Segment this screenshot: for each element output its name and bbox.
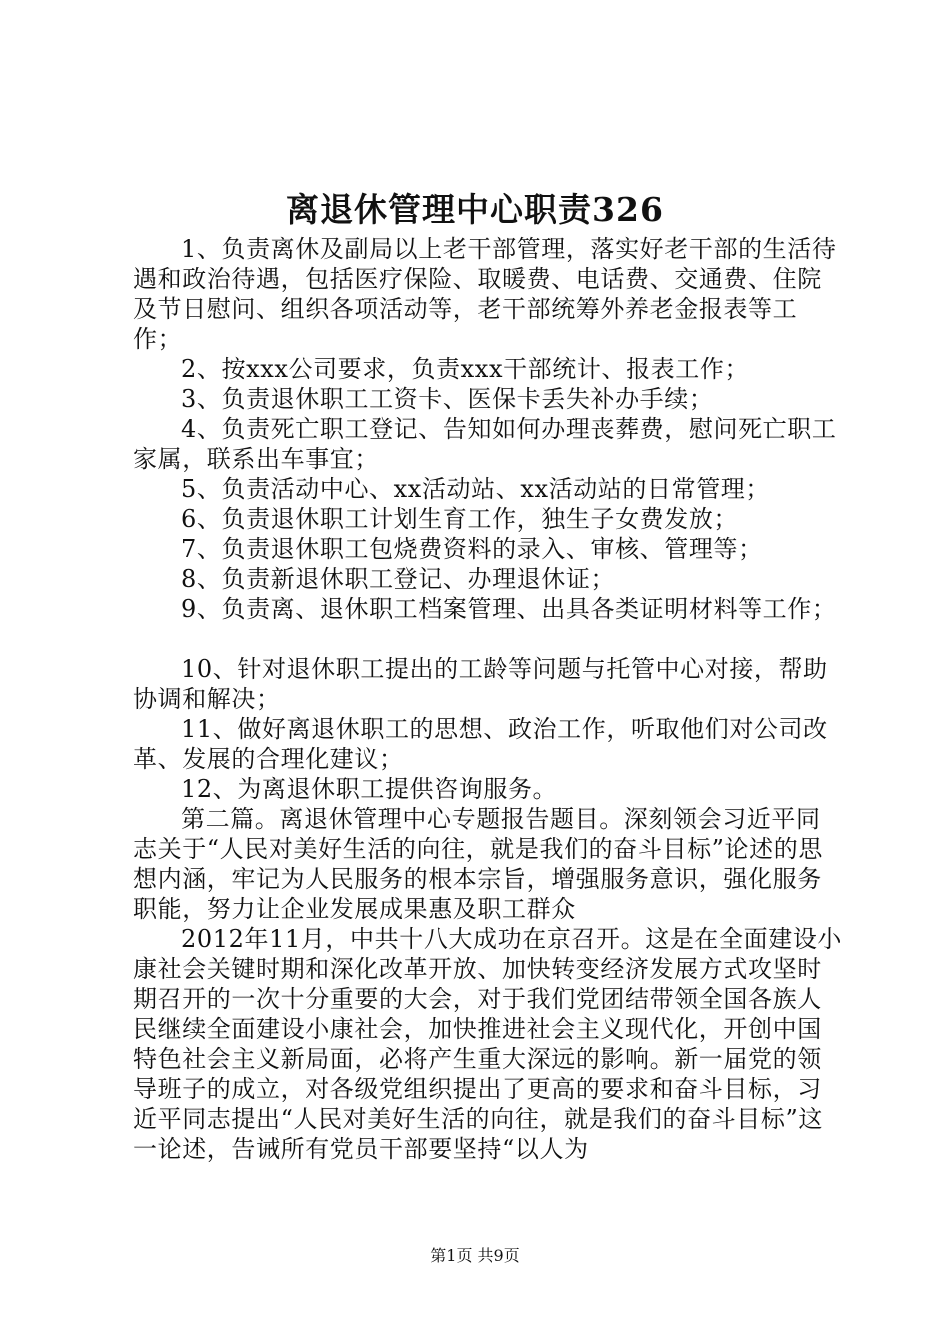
paragraph-duty-4: 4、负责死亡职工登记、告知如何办理丧葬费，慰问死亡职工家属，联系出车事宜； (133, 415, 837, 473)
blank-line (133, 624, 845, 654)
document-title: 离退休管理中心职责326 (286, 190, 664, 229)
paragraph-duty-11: 11、做好离退休职工的思想、政治工作，听取他们对公司改革、发展的合理化建议； (133, 715, 828, 773)
paragraph-part-two-heading: 第二篇。离退休管理中心专题报告题目。深刻领会习近平同志关于“人民对美好生活的向往，就是我们的奋斗目标”论述的思想内涵，牢记为人民服务的根本宗旨，增强服务意识，强化服务职能，努力让企业发展成果惠及职工群众 (133, 805, 823, 923)
paragraph-duty-6: 6、负责退休职工计划生育工作，独生子女费发放； (181, 505, 739, 533)
paragraph-duty-2: 2、按xxx公司要求，负责xxx干部统计、报表工作； (181, 355, 750, 383)
paragraph-duty-7: 7、负责退休职工包烧费资料的录入、审核、管理等； (181, 535, 763, 563)
paragraph-duty-5: 5、负责活动中心、xx活动站、xx活动站的日常管理； (181, 475, 771, 503)
document-body (133, 234, 845, 1164)
paragraph-duty-10: 10、针对退休职工提出的工龄等问题与托管中心对接，帮助协调和解决； (133, 655, 828, 713)
paragraph-duty-12: 12、为离退休职工提供咨询服务。 (181, 775, 558, 803)
page-footer: 第1页 共9页 (430, 1246, 520, 1265)
paragraph-part-two-body: 2012年11月，中共十八大成功在京召开。这是在全面建设小康社会关键时期和深化改革开放、加快转变经济发展方式攻坚时期召开的一次十分重要的大会，对于我们党团结带领全国各族人民继续全面建设小康社会，加快推进社会主义现代化，开创中国特色社会主义新局面，必将产生重大深远的影响。新一届党的领导班子的成立，对各级党组织提出了更高的要求和奋斗目标，习近平同志提出“人民对美好生活的向往，就是我们的奋斗目标”这一论述，告诫所有党员干部要坚持“以人为 (133, 925, 843, 1163)
paragraph-duty-9: 9、负责离、退休职工档案管理、出具各类证明材料等工作； (181, 595, 837, 623)
paragraph-duty-8: 8、负责新退休职工登记、办理退休证； (181, 565, 616, 593)
paragraph-duty-3: 3、负责退休职工工资卡、医保卡丢失补办手续； (181, 385, 714, 413)
paragraph-duty-1: 1、负责离休及副局以上老干部管理，落实好老干部的生活待遇和政治待遇，包括医疗保险、取暖费、电话费、交通费、住院及节日慰问、组织各项活动等，老干部统筹外养老金报表等工作； (133, 235, 837, 353)
